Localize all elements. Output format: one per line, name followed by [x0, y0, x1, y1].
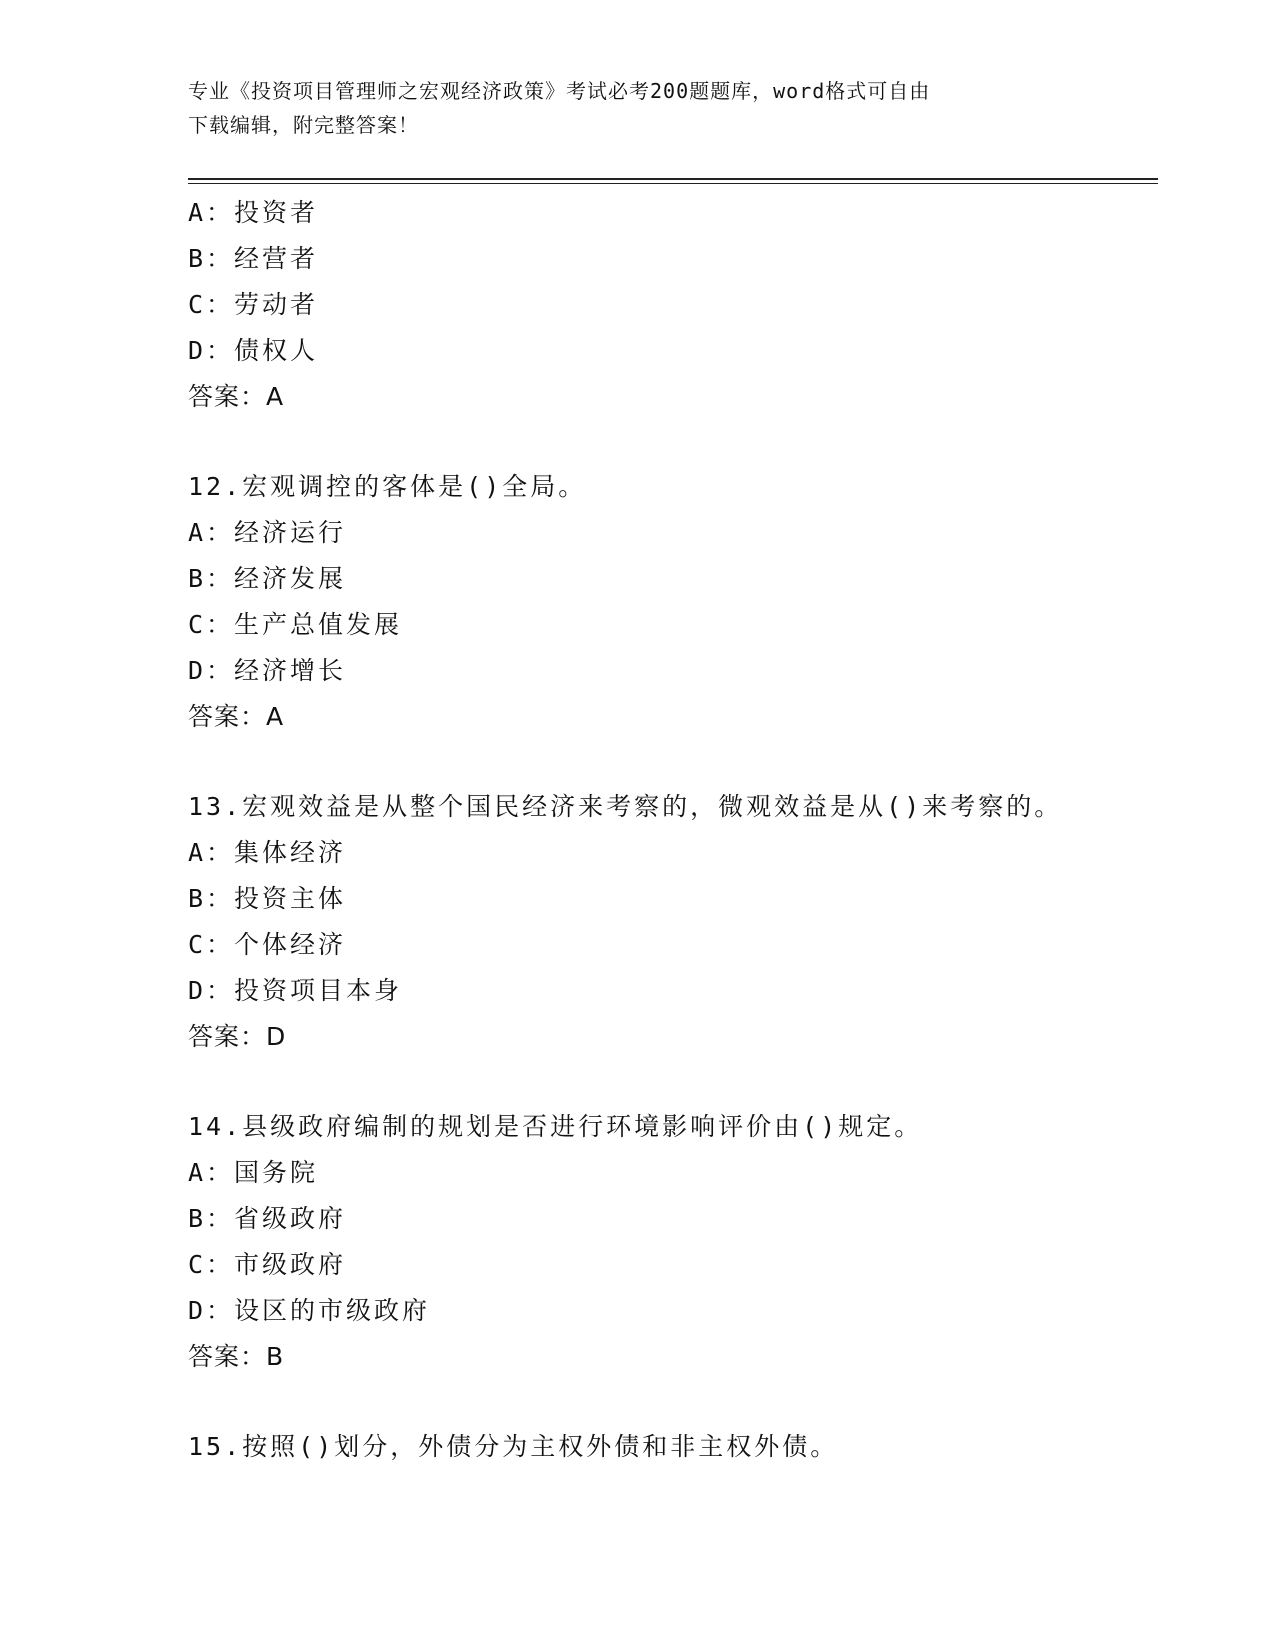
option-b: B：投资主体 — [188, 884, 347, 913]
option-d: D：债权人 — [188, 336, 319, 365]
question-stem: 14.县级政府编制的规划是否进行环境影响评价由()规定。 — [188, 1112, 923, 1141]
answer-line: 答案：B — [188, 1342, 285, 1371]
header-divider-thick — [188, 178, 1158, 180]
answer-line: 答案：A — [188, 382, 285, 411]
question-block — [188, 784, 1188, 1060]
option-c: C：市级政府 — [188, 1250, 347, 1279]
question-block — [188, 464, 1188, 740]
question-block — [188, 190, 1188, 420]
option-d: D：经济增长 — [188, 656, 347, 685]
option-b: B：经济发展 — [188, 564, 347, 593]
header-line-2: 下载编辑，附完整答案！ — [188, 113, 419, 137]
question-stem: 15.按照()划分，外债分为主权外债和非主权外债。 — [188, 1432, 839, 1461]
header-divider-thin — [188, 183, 1158, 184]
option-b: B：经营者 — [188, 244, 319, 273]
option-a: A：经济运行 — [188, 518, 347, 547]
option-c: C：生产总值发展 — [188, 610, 403, 639]
document-header — [188, 74, 1088, 142]
answer-line: 答案：D — [188, 1022, 287, 1051]
option-c: C：个体经济 — [188, 930, 347, 959]
option-b: B：省级政府 — [188, 1204, 347, 1233]
option-d: D：设区的市级政府 — [188, 1296, 431, 1325]
question-block — [188, 1424, 1188, 1470]
option-a: A：集体经济 — [188, 838, 347, 867]
option-c: C：劳动者 — [188, 290, 319, 319]
question-list — [188, 190, 1188, 1470]
answer-line: 答案：A — [188, 702, 285, 731]
question-block — [188, 1104, 1188, 1380]
question-stem: 12.宏观调控的客体是()全局。 — [188, 472, 587, 501]
option-d: D：投资项目本身 — [188, 976, 403, 1005]
header-line-1: 专业《投资项目管理师之宏观经济政策》考试必考200题题库，word格式可自由 — [188, 79, 931, 103]
option-a: A：投资者 — [188, 198, 319, 227]
option-a: A：国务院 — [188, 1158, 319, 1187]
question-stem: 13.宏观效益是从整个国民经济来考察的，微观效益是从()来考察的。 — [188, 792, 1063, 821]
